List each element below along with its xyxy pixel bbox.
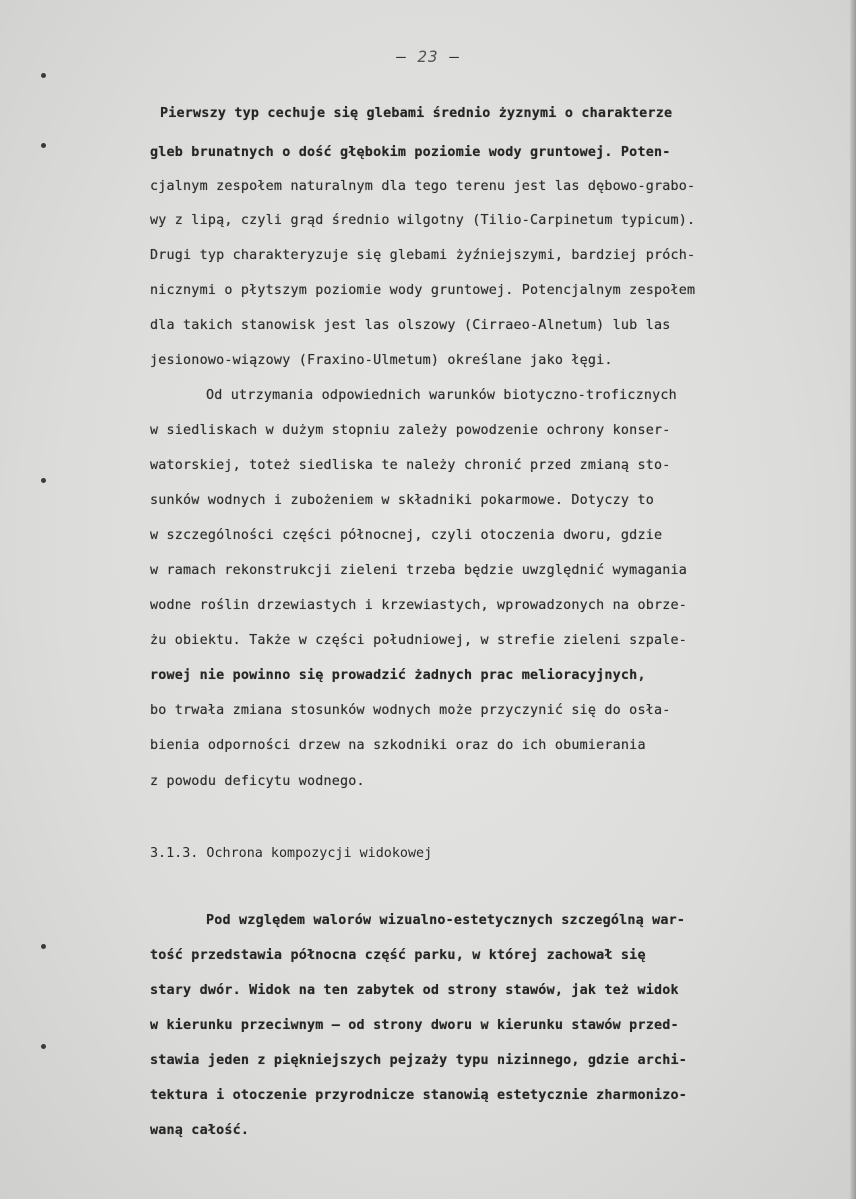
paragraph-line: nicznymi o płytszym poziomie wody gruntowej. Potencjalnym zespołem	[150, 283, 696, 298]
paragraph-line: stawia jeden z piękniejszych pejzaży typu nizinnego, gdzie archi-	[150, 1053, 688, 1068]
paragraph-line: waną całość.	[150, 1123, 250, 1138]
paragraph-line: gleb brunatnych o dość głębokim poziomie wody gruntowej. Poten-	[150, 145, 671, 160]
paragraph-line: cjalnym zespołem naturalnym dla tego terenu jest las dębowo-grabo-	[150, 179, 696, 194]
paragraph-line: Od utrzymania odpowiednich warunków biotyczno-troficznych	[206, 388, 677, 403]
paragraph-line: wy z lipą, czyli grąd średnio wilgotny (Tilio-Carpinetum typicum).	[150, 213, 696, 228]
paragraph-line: jesionowo-wiązowy (Fraxino-Ulmetum) określane jako łęgi.	[150, 353, 613, 368]
paragraph-line: bo trwała zmiana stosunków wodnych może przyczynić się do osła-	[150, 703, 671, 718]
paragraph-line: dla takich stanowisk jest las olszowy (Cirraeo-Alnetum) lub las	[150, 318, 671, 333]
paragraph-line: żu obiektu. Także w części południowej, w strefie zieleni szpale-	[150, 633, 688, 648]
paragraph-line: sunków wodnych i zubożeniem w składniki pokarmowe. Dotyczy to	[150, 493, 654, 508]
page-edge-shadow	[850, 0, 856, 1199]
paragraph-line: Pod względem walorów wizualno-estetycznych szczególną war-	[206, 913, 686, 928]
page-number-suffix: –	[438, 47, 460, 66]
page-number-prefix: –	[396, 47, 418, 66]
binder-hole-mark	[41, 73, 46, 78]
binder-hole-mark	[41, 478, 46, 483]
paragraph-line: z powodu deficytu wodnego.	[150, 774, 365, 789]
paragraph-line: watorskiej, toteż siedliska te należy chronić przed zmianą sto-	[150, 458, 671, 473]
page-number	[0, 47, 856, 66]
binder-hole-mark	[41, 944, 46, 949]
paragraph-line: stary dwór. Widok na ten zabytek od strony stawów, jak też widok	[150, 983, 679, 998]
paragraph-line: tość przedstawia północna część parku, w której zachował się	[150, 948, 646, 963]
paragraph-line: tektura i otoczenie przyrodnicze stanowią estetycznie zharmonizo-	[150, 1088, 688, 1103]
paragraph-line: wodne roślin drzewiastych i krzewiastych, wprowadzonych na obrze-	[150, 598, 688, 613]
paragraph-line: Drugi typ charakteryzuje się glebami żyźniejszymi, bardziej próch-	[150, 248, 696, 263]
paragraph-line: w kierunku przeciwnym – od strony dworu w kierunku stawów przed-	[150, 1018, 679, 1033]
paragraph-line: bienia odporności drzew na szkodniki oraz do ich obumierania	[150, 738, 646, 753]
paragraph-line: Pierwszy typ cechuje się glebami średnio żyznymi o charakterze	[160, 106, 673, 121]
paragraph-line: w ramach rekonstrukcji zieleni trzeba będzie uwzględnić wymagania	[150, 563, 688, 578]
section-heading: 3.1.3. Ochrona kompozycji widokowej	[150, 846, 433, 861]
binder-hole-mark	[41, 143, 46, 148]
page-number-value: 23	[417, 47, 439, 66]
paragraph-line: w siedliskach w dużym stopniu zależy powodzenie ochrony konser-	[150, 423, 671, 438]
binder-hole-mark	[41, 1044, 46, 1049]
paragraph-line: w szczególności części północnej, czyli otoczenia dworu, gdzie	[150, 528, 663, 543]
paragraph-line: rowej nie powinno się prowadzić żadnych prac melioracyjnych,	[150, 668, 646, 683]
